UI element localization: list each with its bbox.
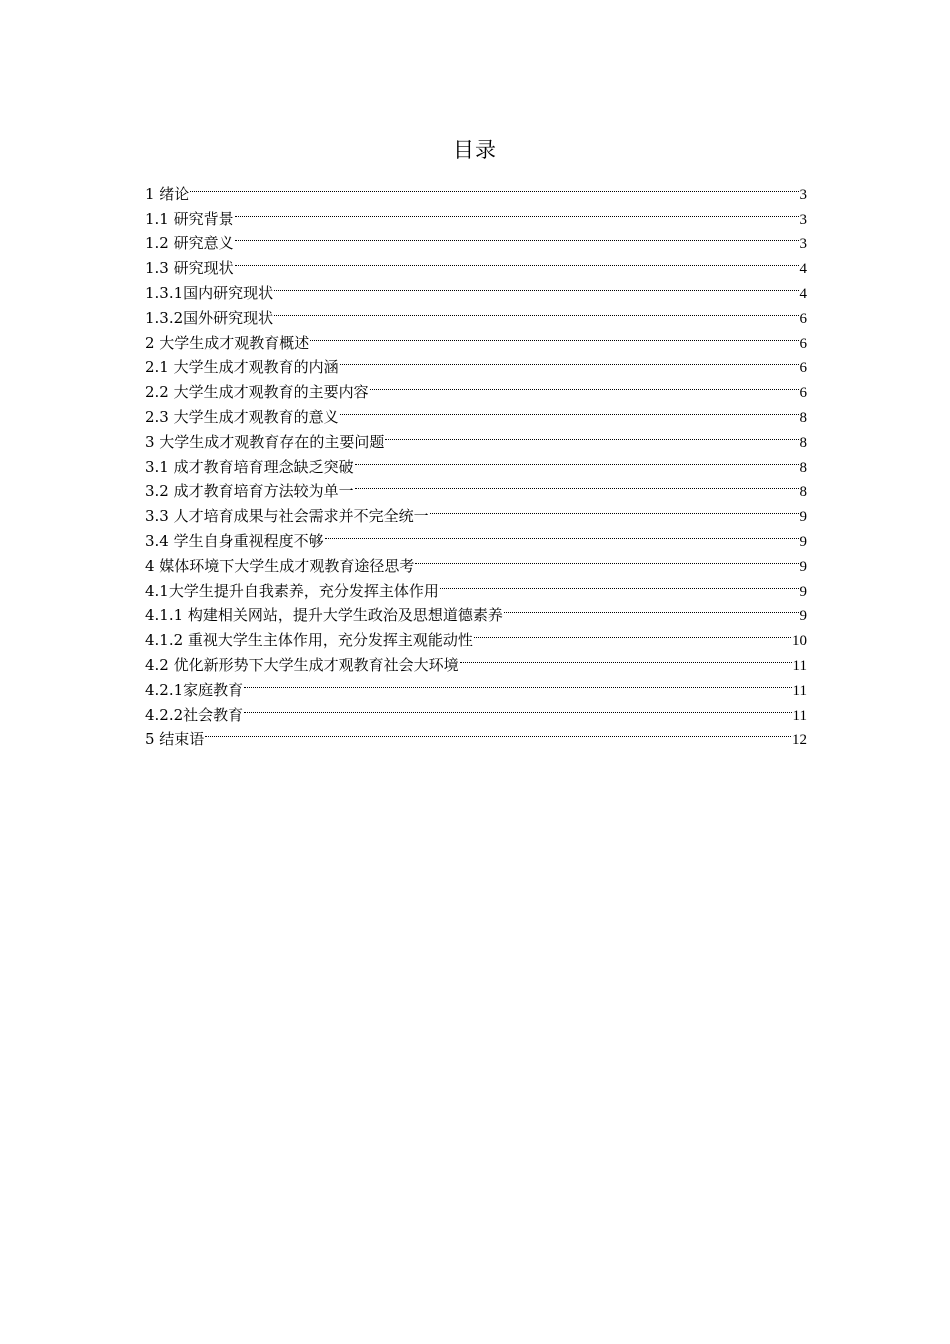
toc-dot-leader (235, 199, 799, 224)
toc-dot-leader (205, 720, 791, 745)
toc-entry-label: 2.2 大学生成才观教育的主要内容 (145, 383, 369, 402)
toc-dot-leader (340, 397, 799, 422)
toc-dot-leader (310, 323, 798, 348)
toc-dot-leader (244, 670, 791, 695)
toc-dot-leader (504, 596, 799, 621)
toc-page-number: 8 (799, 434, 807, 451)
toc-dot-leader (415, 546, 798, 571)
toc-page-number: 11 (792, 657, 807, 674)
toc-entry-label: 3.1 成才教育培育理念缺乏突破 (145, 457, 354, 476)
toc-dot-leader (370, 372, 799, 397)
toc-page-number: 4 (799, 285, 807, 302)
toc-dot-leader (460, 645, 792, 670)
toc-dot-leader (274, 298, 798, 323)
toc-entry-label: 4.1.2 重视大学生主体作用，充分发挥主观能动性 (145, 631, 473, 650)
toc-entry-label: 4.2.1家庭教育 (145, 680, 244, 699)
toc-page-number: 9 (799, 608, 807, 625)
toc-entry-label: 1 绪论 (145, 184, 190, 203)
toc-entry-label: 4.2.2社会教育 (145, 705, 244, 724)
toc-entry-label: 2.1 大学生成才观教育的内涵 (145, 358, 339, 377)
toc-dot-leader (385, 422, 798, 447)
toc-page-number: 9 (799, 509, 807, 526)
toc-dot-leader (440, 571, 799, 596)
toc-page-number: 8 (799, 459, 807, 476)
toc-title: 目录 (453, 138, 497, 162)
toc-entry[interactable] (145, 199, 807, 228)
toc-entry-label: 1.3.2国外研究现状 (145, 308, 274, 327)
toc-page-number: 9 (799, 558, 807, 575)
toc-dot-leader (244, 695, 791, 720)
toc-entry[interactable] (145, 224, 807, 253)
toc-page-number: 9 (799, 583, 807, 600)
toc-dot-leader (325, 521, 799, 546)
toc-dot-leader (274, 273, 798, 298)
toc-dot-leader (235, 248, 799, 273)
toc-entry[interactable] (145, 670, 807, 699)
toc-entry-label: 1.2 研究意义 (145, 234, 234, 253)
toc-entry-label: 1.3 研究现状 (145, 259, 234, 278)
toc-page-number: 10 (792, 633, 807, 650)
toc-entry-label: 5 结束语 (145, 730, 205, 749)
toc-page-number: 3 (799, 186, 807, 203)
toc-entry-label: 3.2 成才教育培育方法较为单一 (145, 482, 354, 501)
toc-page-number: 3 (799, 236, 807, 253)
toc-page-number: 6 (799, 310, 807, 327)
toc-entry[interactable] (145, 174, 807, 203)
toc-page-number: 12 (792, 732, 807, 749)
toc-entry-label: 4.2 优化新形势下大学生成才观教育社会大环境 (145, 655, 459, 674)
toc-page-number: 6 (799, 335, 807, 352)
toc-page-number: 8 (799, 409, 807, 426)
toc-dot-leader (355, 472, 799, 497)
toc-page-number: 8 (799, 484, 807, 501)
toc-entry-label: 3.4 学生自身重视程度不够 (145, 531, 324, 550)
toc-dot-leader (235, 224, 799, 249)
toc-dot-leader (430, 496, 799, 521)
toc-entry-label: 4 媒体环境下大学生成才观教育途径思考 (145, 556, 415, 575)
toc-entry-label: 1.1 研究背景 (145, 209, 234, 228)
toc-entry-label: 4.1大学生提升自我素养，充分发挥主体作用 (145, 581, 439, 600)
toc-entry[interactable] (145, 273, 807, 302)
toc-page-number: 11 (792, 682, 807, 699)
toc-entry-label: 3 大学生成才观教育存在的主要问题 (145, 432, 385, 451)
toc-page-number: 11 (792, 707, 807, 724)
toc-entry-label: 2 大学生成才观教育概述 (145, 333, 310, 352)
toc-entry-label: 4.1.1 构建相关网站，提升大学生政治及思想道德素养 (145, 606, 503, 625)
toc-dot-leader (355, 447, 799, 472)
toc-entry[interactable] (145, 695, 807, 724)
toc-dot-leader (474, 620, 791, 645)
toc-entry[interactable] (145, 248, 807, 278)
toc-dot-leader (340, 348, 799, 373)
toc-entry[interactable] (145, 720, 807, 749)
toc-entry-label: 1.3.1国内研究现状 (145, 283, 274, 302)
toc-page-number: 6 (799, 385, 807, 402)
toc-entry-label: 3.3 人才培育成果与社会需求并不完全统一 (145, 507, 429, 526)
toc-dot-leader (190, 174, 798, 199)
toc-page-number: 4 (799, 261, 807, 278)
toc-page-number: 9 (799, 533, 807, 550)
toc-entry-label: 2.3 大学生成才观教育的意义 (145, 407, 339, 426)
toc-page-number: 3 (799, 211, 807, 228)
toc-page-number: 6 (799, 360, 807, 377)
table-of-contents (145, 174, 807, 749)
